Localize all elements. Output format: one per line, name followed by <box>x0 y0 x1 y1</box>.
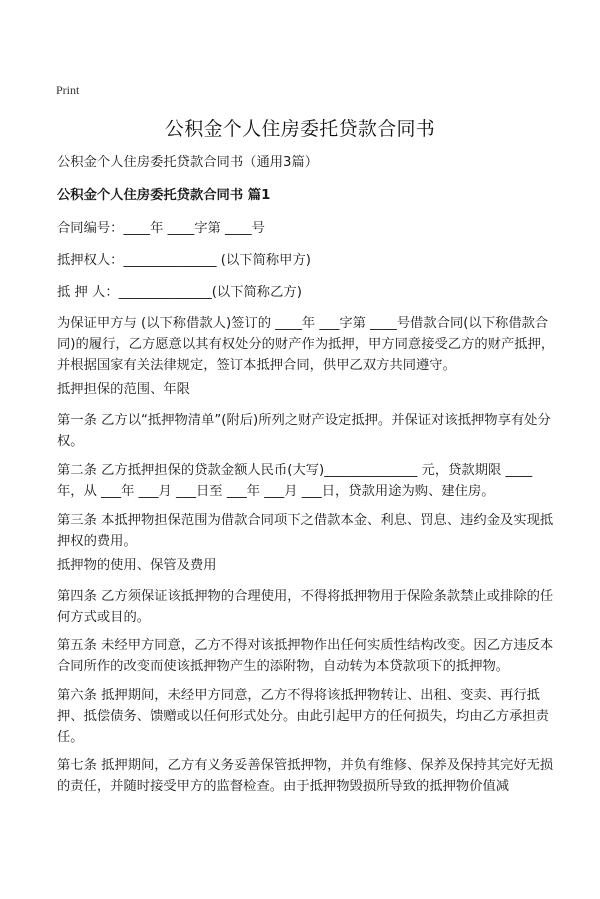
mortgagor-line: 抵 押 人：______________(以下简称乙方) <box>57 285 302 300</box>
article-6: 第六条 抵押期间，未经甲方同意，乙方不得将该抵押物转让、出租、变卖、再行抵押、抵偿债务、馈赠或以任何形式处分。由此引起甲方的任何损失，均由乙方承担责任。 <box>57 688 549 745</box>
mortgagee-line: 抵押权人：______________ (以下简称甲方) <box>57 253 311 268</box>
article-7: 第七条 抵押期间，乙方有义务妥善保管抵押物，并负有维修、保养及保持其完好无损的责任，并随时接受甲方的监督检查。由于抵押物毁损所导致的抵押物价值减 <box>57 758 554 794</box>
heading-use: 抵押物的使用、保管及费用 <box>57 558 217 573</box>
article-3: 第三条 本抵押物担保范围为借款合同项下之借款本金、利息、罚息、违约金及实现抵押权的费用。 <box>57 513 554 549</box>
document-title: 公积金个人住房委托贷款合同书 <box>164 118 436 140</box>
article-1: 第一条 乙方以“抵押物清单”(附后)所列之财产设定抵押。并保证对该抵押物享有处分权。 <box>57 413 551 449</box>
contract-number-line: 合同编号：____年 ____字第 ____号 <box>57 221 265 236</box>
preamble-paragraph: 为保证甲方与 (以下称借款人)签订的 ____年 ___字第 ____号借款合同(以下称借款合同)的履行，乙方愿意以其有权处分的财产作为抵押，甲方同意接受乙方的财产抵押，并根据国家有关法律规定，签订本抵押合同，供甲乙双方共同遵守。 <box>57 316 555 373</box>
article-2: 第二条 乙方抵押担保的贷款金额人民币(大写)______________ 元，贷款期限 ____年，从 ___年 ___月 ___日至 ___年 ___月 ___日，贷款用途为购、建住房。 <box>57 463 533 499</box>
document-subtitle: 公积金个人住房委托贷款合同书（通用3篇） <box>57 155 319 170</box>
article-5: 第五条 未经甲方同意，乙方不得对该抵押物作出任何实质性结构改变。因乙方违反本合同所作的改变而使该抵押物产生的添附物，自动转为本贷款项下的抵押物。 <box>57 638 554 674</box>
heading-scope: 抵押担保的范围、年限 <box>57 382 190 397</box>
print-label: Print <box>56 83 80 97</box>
article-4: 第四条 乙方须保证该抵押物的合理使用，不得将抵押物用于保险条款禁止或排除的任何方式或目的。 <box>57 589 554 625</box>
section-heading: 公积金个人住房委托贷款合同书 篇1 <box>57 188 271 203</box>
